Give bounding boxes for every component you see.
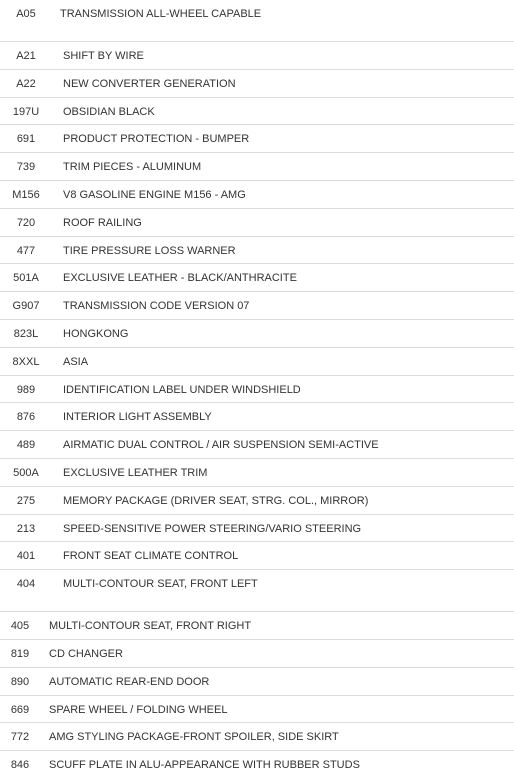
option-row <box>0 487 514 515</box>
option-description: CD CHANGER <box>49 648 123 660</box>
option-description: AMG STYLING PACKAGE-FRONT SPOILER, SIDE SKIRT <box>49 731 339 744</box>
option-code: 876 <box>16 411 36 424</box>
option-code: A05 <box>16 8 36 20</box>
option-description: TRANSMISSION ALL-WHEEL CAPABLE <box>60 8 262 20</box>
option-code: 489 <box>16 439 36 452</box>
option-description: EXCLUSIVE LEATHER TRIM <box>63 467 208 479</box>
option-row <box>0 640 514 668</box>
option-row <box>0 153 514 181</box>
option-row <box>0 292 514 320</box>
option-row <box>0 459 514 487</box>
option-row <box>0 515 514 543</box>
option-code: 819 <box>10 648 30 660</box>
option-description: AUTOMATIC REAR-END DOOR <box>49 675 210 688</box>
option-code: 405 <box>10 620 30 632</box>
option-description: TRIM PIECES - ALUMINUM <box>63 161 202 174</box>
option-row <box>0 42 514 70</box>
option-code: 846 <box>10 759 30 772</box>
option-row <box>0 264 514 292</box>
option-code: 823L <box>13 328 39 340</box>
option-code: 197U <box>12 105 40 118</box>
option-code: 404 <box>16 578 36 591</box>
option-code: 213 <box>16 522 36 535</box>
option-code: 501A <box>13 272 39 285</box>
option-row <box>0 237 514 265</box>
option-row <box>0 696 514 724</box>
option-row <box>0 320 514 348</box>
option-code: A22 <box>16 77 36 90</box>
option-code: 720 <box>16 216 36 229</box>
option-row <box>0 570 514 640</box>
option-description: MULTI-CONTOUR SEAT, FRONT RIGHT <box>49 620 252 632</box>
option-row <box>0 542 514 570</box>
option-row <box>0 70 514 98</box>
option-description: SPEED-SENSITIVE POWER STEERING/VARIO STEERING <box>63 522 362 535</box>
option-row <box>0 668 514 696</box>
option-description: AIRMATIC DUAL CONTROL / AIR SUSPENSION SEMI-ACTIVE <box>63 439 379 452</box>
option-description: EXCLUSIVE LEATHER - BLACK/ANTHRACITE <box>63 272 297 285</box>
option-description: FRONT SEAT CLIMATE CONTROL <box>63 550 239 563</box>
option-row <box>0 209 514 237</box>
option-code: M156 <box>12 189 40 201</box>
option-description: MULTI-CONTOUR SEAT, FRONT LEFT <box>63 578 258 591</box>
option-description: V8 GASOLINE ENGINE M156 - AMG <box>63 189 246 201</box>
option-description: ASIA <box>63 355 89 368</box>
option-description: NEW CONVERTER GENERATION <box>63 77 236 90</box>
option-description: HONGKONG <box>63 328 129 340</box>
option-code: A21 <box>16 50 36 62</box>
option-description: TIRE PRESSURE LOSS WARNER <box>63 244 236 257</box>
option-description: INTERIOR LIGHT ASSEMBLY <box>63 411 212 424</box>
option-code: 739 <box>16 161 36 174</box>
option-code: G907 <box>12 300 40 313</box>
option-code: 669 <box>10 703 30 716</box>
option-description: OBSIDIAN BLACK <box>63 105 155 118</box>
option-row <box>0 723 514 751</box>
option-row <box>0 348 514 376</box>
option-row <box>0 431 514 459</box>
option-code: 890 <box>10 675 30 688</box>
option-row <box>0 751 514 779</box>
option-code: 275 <box>16 494 36 507</box>
option-row <box>0 0 514 42</box>
option-row <box>0 98 514 126</box>
option-code: 500A <box>13 467 39 479</box>
option-description: IDENTIFICATION LABEL UNDER WINDSHIELD <box>63 383 301 396</box>
option-description: MEMORY PACKAGE (DRIVER SEAT, STRG. COL., MIRROR) <box>63 494 369 507</box>
option-code: 989 <box>16 383 36 396</box>
option-code: 401 <box>16 550 36 563</box>
option-description: SPARE WHEEL / FOLDING WHEEL <box>49 703 228 716</box>
option-code: 772 <box>10 731 30 744</box>
option-row <box>0 181 514 209</box>
option-description: TRANSMISSION CODE VERSION 07 <box>63 300 250 313</box>
option-code: 8XXL <box>12 355 40 368</box>
option-row <box>0 403 514 431</box>
option-code: 691 <box>16 133 36 146</box>
option-row <box>0 125 514 153</box>
option-description: PRODUCT PROTECTION - BUMPER <box>63 133 250 146</box>
option-description: ROOF RAILING <box>63 216 142 229</box>
option-description: SHIFT BY WIRE <box>63 50 144 62</box>
option-code: 477 <box>16 244 36 257</box>
option-row <box>0 376 514 404</box>
option-description: SCUFF PLATE IN ALU-APPEARANCE WITH RUBBER STUDS <box>49 759 360 772</box>
